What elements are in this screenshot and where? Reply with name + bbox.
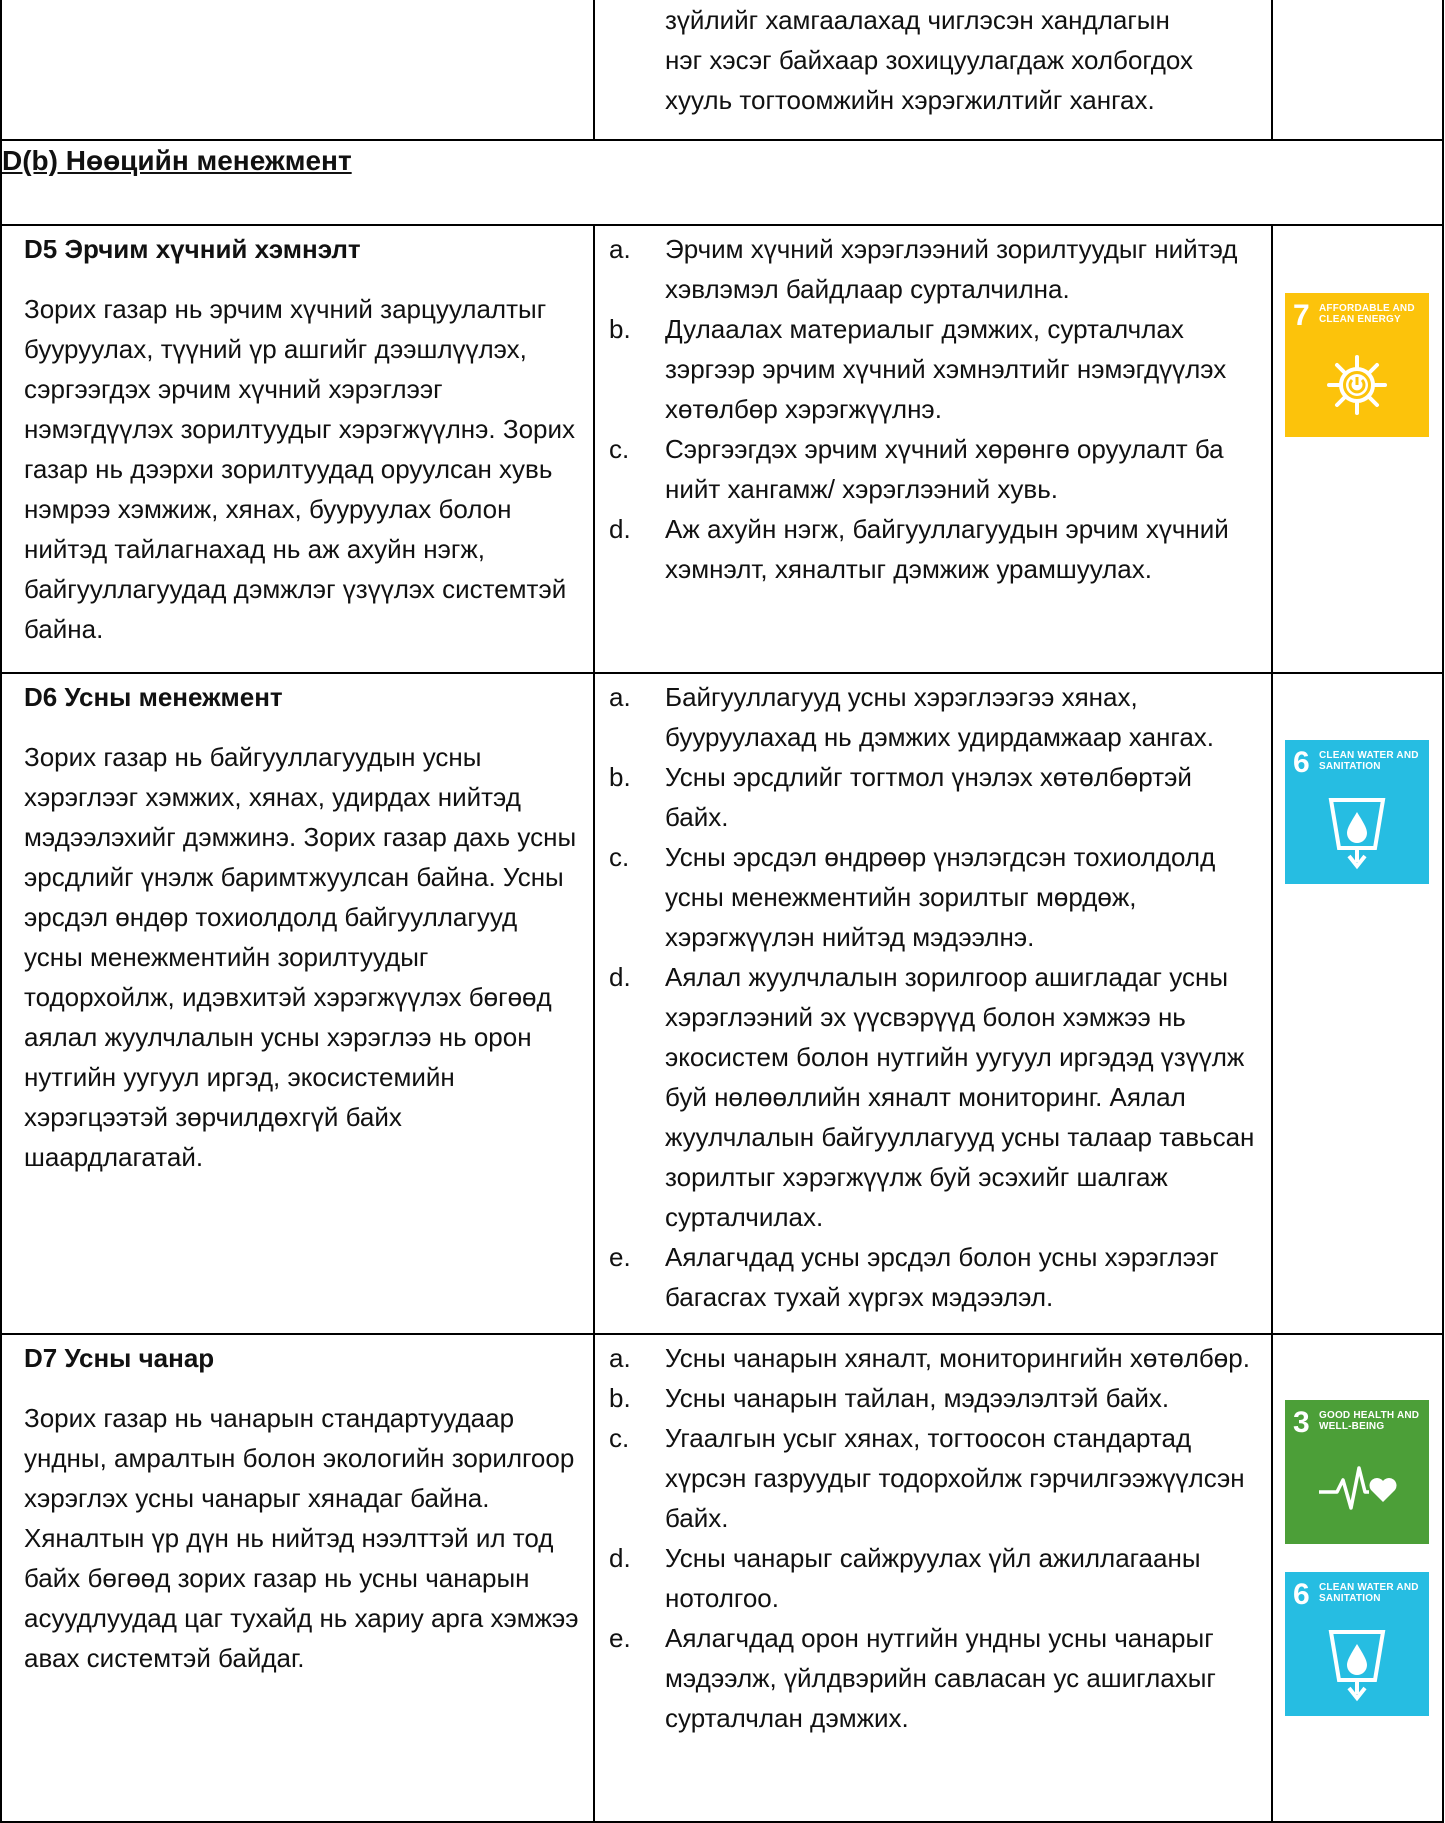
- indicator-list: [609, 229, 1257, 589]
- continuation-line: зүйлийг хамгаалахад чиглэсэн хандлагын: [665, 5, 1170, 35]
- criterion-row-d6: [1, 673, 1443, 1334]
- indicator-list: [609, 677, 1257, 1317]
- sdg-7-badge: [1285, 293, 1429, 437]
- sdg-number: 6: [1293, 746, 1310, 779]
- sdg-label: GOOD HEALTH AND WELL-BEING: [1319, 1410, 1420, 1432]
- indicator-item: [609, 1378, 1257, 1418]
- indicator-letter: d.: [609, 1543, 631, 1573]
- sun-power-icon: [1317, 343, 1397, 423]
- sdg-label: CLEAN WATER AND SANITATION: [1319, 1582, 1419, 1604]
- continuation-line: нэг хэсэг байхаар зохицуулагдаж холбогдох: [665, 45, 1194, 75]
- indicator-text: Дулаалах материалыг дэмжих, сурталчлах зэргээр эрчим хүчний хэмнэлтийг нэмэгдүүлэх хөтөлбөр хэрэгжүүлнэ.: [665, 314, 1227, 424]
- water-glass-icon: [1317, 1622, 1397, 1702]
- indicator-item: [609, 837, 1257, 957]
- criterion-title: D6 Усны менежмент: [24, 682, 283, 712]
- indicator-item: [609, 509, 1257, 589]
- sdg-number: 7: [1293, 299, 1310, 332]
- indicator-text: Усны эрсдлийг тогтмол үнэлэх хөтөлбөртэй байх.: [665, 762, 1192, 832]
- sdg-label: AFFORDABLE AND CLEAN ENERGY: [1319, 303, 1415, 325]
- sdg-6-badge: [1285, 740, 1429, 884]
- indicator-letter: c.: [609, 1423, 630, 1453]
- sdg-6-badge: [1285, 1572, 1429, 1716]
- indicator-letter: b.: [609, 762, 631, 792]
- indicator-letter: c.: [609, 842, 630, 872]
- indicator-letter: b.: [609, 1383, 631, 1413]
- heartbeat-icon: [1317, 1450, 1397, 1530]
- criterion-description: Зорих газар нь чанарын стандартуудаар ундны, амралтын болон экологийн зорилгоор хэрэглэх усны чанарыг хянадаг байна. Хяналтын үр дүн нь нийтэд нээлттэй ил тод байх бөгөөд зорих газар нь усны чанарын асуудлуудад цаг тухайд нь хариу арга хэмжээ авах системтэй байдаг.: [24, 1403, 579, 1673]
- sdg-cell: [1272, 1334, 1443, 1822]
- indicator-text: Усны эрсдэл өндрөөр үнэлэгдсэн тохиолдолд усны менежментийн зорилтыг мөрдөж, хэрэгжүүлэн нийтэд мэдээлнэ.: [665, 842, 1216, 952]
- sdg-cell: [1272, 673, 1443, 1334]
- indicator-item: [609, 1237, 1257, 1317]
- indicator-letter: a.: [609, 1343, 631, 1373]
- water-glass-icon: [1317, 790, 1397, 870]
- indicator-letter: d.: [609, 962, 631, 992]
- criterion-indicators-cell: [594, 673, 1272, 1334]
- criterion-description-cell: [1, 1334, 594, 1822]
- criterion-description-cell: [1, 225, 594, 673]
- indicator-item: [609, 309, 1257, 429]
- continuation-row: [1, 0, 1443, 140]
- indicator-item: [609, 429, 1257, 509]
- indicator-text: Аялагчдад усны эрсдэл болон усны хэрэглээг багасгах тухай хүргэх мэдээлэл.: [665, 1242, 1219, 1312]
- criterion-row-d7: [1, 1334, 1443, 1822]
- section-header-row: [1, 140, 1443, 225]
- indicator-item: [609, 1618, 1257, 1738]
- indicator-item: [609, 1418, 1257, 1538]
- criterion-description: Зорих газар нь эрчим хүчний зарцуулалтыг бууруулах, түүний үр ашгийг дээшлүүлэх, сэргээгдэх эрчим хүчний хэрэглээг нэмэгдүүлэх зорилтуудыг хэрэгжүүлнэ. Зорих газар нь дээрхи зорилтуудад оруулсан хувь нэмрээ хэмжиж, хянах, бууруулах болон нийтэд тайлагнахад нь аж ахуйн нэгж, байгууллагуудад дэмжлэг үзүүлэх системтэй байна.: [24, 294, 576, 644]
- indicator-item: [609, 1338, 1257, 1378]
- criterion-description-cell: [1, 673, 594, 1334]
- indicator-letter: e.: [609, 1623, 631, 1653]
- indicator-letter: a.: [609, 682, 631, 712]
- indicator-item: [609, 957, 1257, 1237]
- sdg-cell: [1272, 225, 1443, 673]
- criterion-description: Зорих газар нь байгууллагуудын усны хэрэглээг хэмжих, хянах, удирдах нийтэд мэдээлэхийг дэмжинэ. Зорих газар дахь усны эрсдлийг үнэлж баримтжуулсан байна. Усны эрсдэл өндөр тохиолдолд байгууллагууд усны менежментийн зорилтуудыг тодорхойлж, идэвхитэй хэрэгжүүлэх бөгөөд аялал жуулчлалын усны хэрэглээ нь орон нутгийн уугуул иргэд, экосистемийн хэрэгцээтэй зөрчилдөхгүй байх шаардлагатай.: [24, 742, 577, 1172]
- indicator-letter: e.: [609, 1242, 631, 1272]
- indicator-text: Аж ахуйн нэгж, байгууллагуудын эрчим хүчний хэмнэлт, хяналтыг дэмжиж урамшуулах.: [665, 514, 1229, 584]
- criterion-indicators-cell: [594, 225, 1272, 673]
- section-header-cell: [1, 140, 1443, 225]
- criterion-title: D5 Эрчим хүчний хэмнэлт: [24, 234, 361, 264]
- indicator-text: Усны чанарын тайлан, мэдээлэлтэй байх.: [665, 1383, 1170, 1413]
- criterion-title: D7 Усны чанар: [24, 1343, 215, 1373]
- section-title: D(b) Нөөцийн менежмент: [2, 145, 352, 176]
- indicator-text: Угаалгын усыг хянах, тогтоосон стандартад хүрсэн газруудыг тодорхойлж гэрчилгээжүүлсэн байх.: [665, 1423, 1245, 1533]
- criterion-indicators-cell: [594, 1334, 1272, 1822]
- indicator-text: Байгууллагууд усны хэрэглээгээ хянах, бууруулахад нь дэмжих удирдамжаар хангах.: [665, 682, 1215, 752]
- indicator-text: Сэргээгдэх эрчим хүчний хөрөнгө оруулалт ба нийт хангамж/ хэрэглээний хувь.: [665, 434, 1224, 504]
- sdg-3-badge: [1285, 1400, 1429, 1544]
- sdg-label: CLEAN WATER AND SANITATION: [1319, 750, 1419, 772]
- indicator-item: [609, 229, 1257, 309]
- indicator-text: Аялагчдад орон нутгийн ундны усны чанарыг мэдээлж, үйлдвэрийн савласан ус ашиглахыг сурталчлан дэмжих.: [665, 1623, 1216, 1733]
- indicator-text: Усны чанарын хяналт, мониторингийн хөтөлбөр.: [665, 1343, 1250, 1373]
- indicator-text: Эрчим хүчний хэрэглээний зорилтуудыг нийтэд хэвлэмэл байдлаар сурталчилна.: [665, 234, 1238, 304]
- sdg-number: 6: [1293, 1578, 1310, 1611]
- indicator-letter: d.: [609, 514, 631, 544]
- continuation-sdg-cell: [1272, 0, 1443, 140]
- indicator-letter: b.: [609, 314, 631, 344]
- indicator-item: [609, 677, 1257, 757]
- indicator-letter: a.: [609, 234, 631, 264]
- continuation-left-cell: [1, 0, 594, 140]
- indicator-text: Аялал жуулчлалын зорилгоор ашигладаг усны хэрэглээний эх үүсвэрүүд болон хэмжээ нь экосистем болон нутгийн уугуул иргэдэд үзүүлж буй нөлөөллийн хяналт мониторинг. Аялал жуулчлалын байгууллагууд усны талаар тавьсан зорилтыг хэрэгжүүлж буй эсэхийг шалгаж сурталчилах.: [665, 962, 1255, 1232]
- indicator-item: [609, 757, 1257, 837]
- continuation-criteria-cell: [594, 0, 1272, 140]
- sdg-number: 3: [1293, 1406, 1310, 1439]
- indicator-text: Усны чанарыг сайжруулах үйл ажиллагааны нотолгоо.: [665, 1543, 1201, 1613]
- indicator-item: [609, 1538, 1257, 1618]
- criterion-row-d5: [1, 225, 1443, 673]
- indicator-letter: c.: [609, 434, 630, 464]
- continuation-line: хууль тогтоомжийн хэрэгжилтийг хангах.: [665, 85, 1155, 115]
- indicator-list: [609, 1338, 1257, 1738]
